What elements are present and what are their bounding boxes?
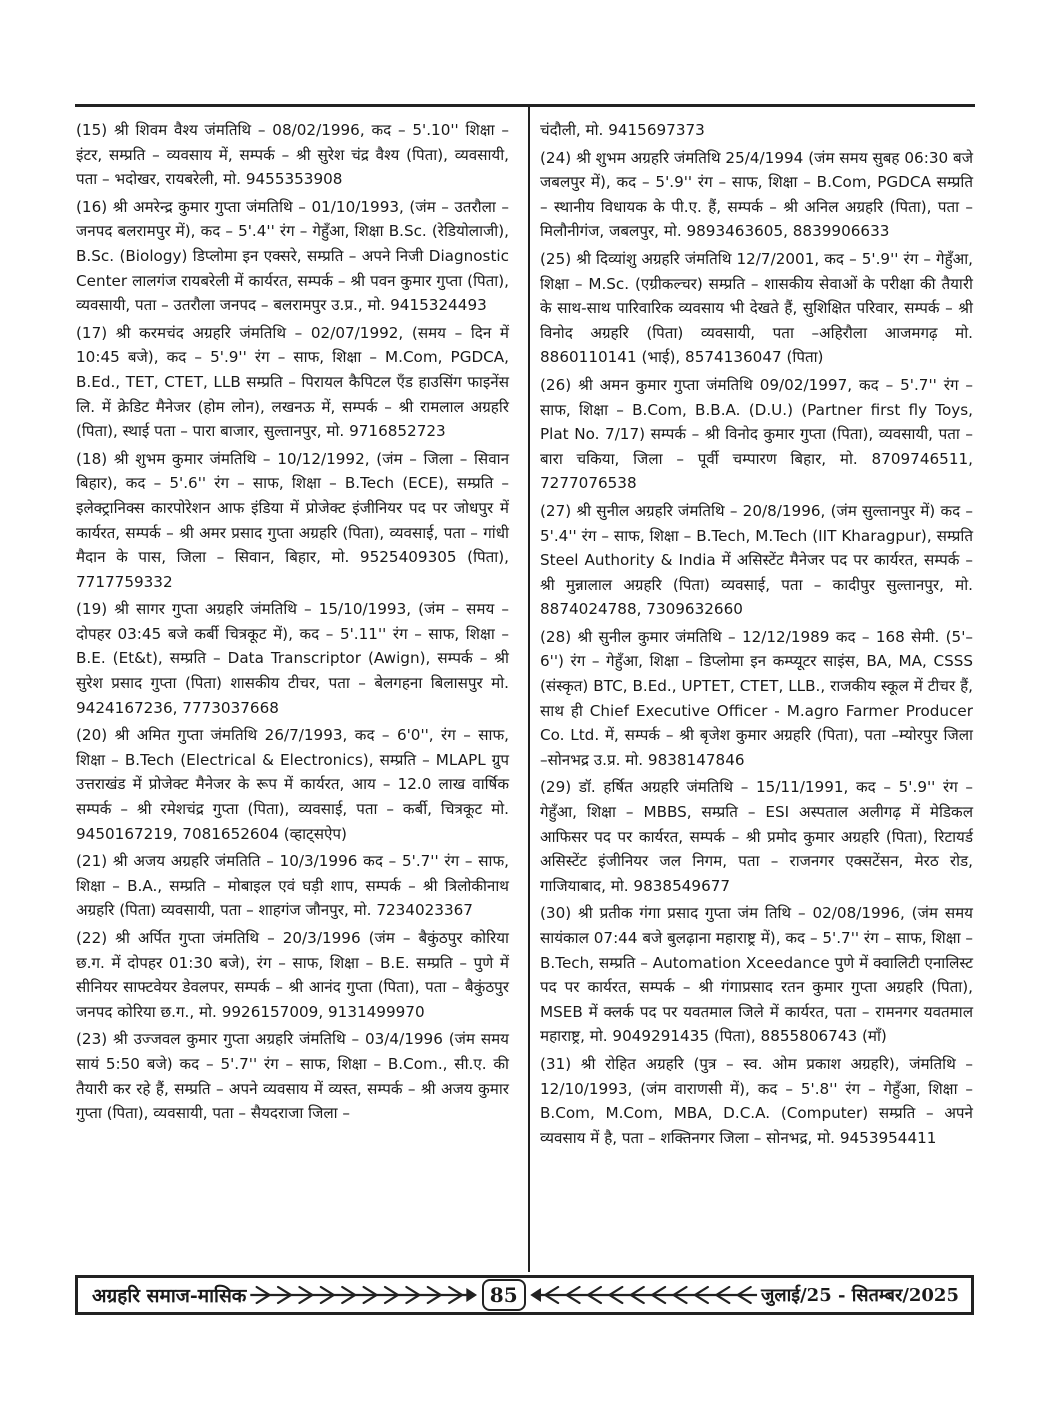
entry-23-continued: चंदौली, मो. 9415697373 <box>540 121 705 139</box>
entry-16: (16) श्री अमरेन्द्र कुमार गुप्ता जंमतिथि – 01/10/1993, (जंम – उतरौला – जनपद बलरामपुर में), कद – 5'.4'' रंग – गेहुँआ, शिक्षा B.Sc. (रेडियोलाजी), B.Sc. (Biology) डिप्लोमा इन एक्सरे, सम्प्रति – अपने निजी Diagnostic Center लालगंज रायबरेली में कार्यरत, सम्पर्क – श्री पवन कुमार गुप्ता (पिता), व्यवसायी, पता – उतरौला जनपद – बलरामपुर उ.प्र., मो. 9415324493 <box>76 197 509 315</box>
entry-27: (27) श्री सुनील अग्रहरि जंमतिथि – 20/8/1996, (जंम सुल्तानपुर में) कद – 5'.4'' रंग – साफ, शिक्षा – B.Tech, M.Tech (IIT Kharagpur), सम्प्रति Steel Authority & India में असिस्टेंट मैनेजर पद पर कार्यरत, सम्पर्क – श्री मुन्नालाल अग्रहरि (पिता) व्यवसाई, पता – कादीपुर सुल्तानपुर, मो. 8874024788, 7309632660 <box>540 501 973 619</box>
entry-25: (25) श्री दिव्यांशु अग्रहरि जंमतिथि 12/7/2001, कद – 5'.9'' रंग – गेहुँआ, शिक्षा – M.Sc. (एग्रीकल्चर) सम्प्रति – शासकीय सेवाओं के परीक्षा की तैयारी के साथ-साथ पारिवारिक व्यवसाय भी देखते हैं, सुशिक्षित परिवार, सम्पर्क – श्री विनोद अग्रहरि (पिता) व्यवसायी, पता –अहिरौला आजमगढ़ मो. 8860110141 (भाई), 8574136047 (पिता) <box>540 249 973 367</box>
issue-date: जुलाई/25 - सितम्बर/2025 <box>761 1285 959 1306</box>
magazine-name: अग्रहरि समाज-मासिक <box>92 1285 247 1307</box>
ornament-right-icon <box>526 1280 761 1310</box>
page-number: 85 <box>482 1279 526 1311</box>
entry-30: (30) श्री प्रतीक गंगा प्रसाद गुप्ता जंम तिथि – 02/08/1996, (जंम समय सायंकाल 07:44 बजे बुलढ़ाना महाराष्ट्र में), कद – 5'.7'' रंग – साफ, शिक्षा – B.Tech, सम्प्रति – Automation Xceedance पुणे में क्वालिटी एनालिस्ट पद पर कार्यरत, सम्पर्क – श्री गंगाप्रसाद रतन कुमार गुप्ता अग्रहरि (पिता), MSEB में क्लर्क पद पर यवतमाल जिले में कार्यरत, पता – रामनगर यवतमाल महाराष्ट्र, मो. 9049291435 (पिता), 8855806743 (माँ) <box>540 904 973 1046</box>
entry-17: (17) श्री करमचंद अग्रहरि जंमतिथि – 02/07/1992, (समय – दिन में 10:45 बजे), कद – 5'.9'' रंग – साफ, शिक्षा – M.Com, PGDCA, B.Ed., TET, CTET, LLB सम्प्रति – पिरायल कैपिटल ऍंड हाउसिंग फाइनेंस लि. में क्रेडिट मैनेजर (होम लोन), लखनऊ में, सम्पर्क – श्री रामलाल अग्रहरि (पिता), स्थाई पता – पारा बाजार, सुल्तानपुर, मो. 9716852723 <box>76 323 509 441</box>
entry-20: (20) श्री अमित गुप्ता जंमतिथि 26/7/1993, कद – 6'0'', रंग – साफ, शिक्षा – B.Tech (Electrical & Electronics), सम्प्रति – MLAPL ग्रुप उत्तराखंड में प्रोजेक्ट मैनेजर के रूप में कार्यरत, आय – 12.0 लाख वार्षिक सम्पर्क – श्री रमेशचंद्र गुप्ता (पिता), व्यवसाई, पता – कर्बी, चित्रकूट मो. 9450167219, 7081652604 (व्हाट्सऐप) <box>76 726 509 843</box>
page-footer <box>75 1275 974 1315</box>
entry-18: (18) श्री शुभम कुमार जंमतिथि – 10/12/1992, (जंम – जिला – सिवान बिहार), कद – 5'.6'' रंग – साफ, शिक्षा – B.Tech (ECE), सम्प्रति – इलेक्ट्रानिक्स कारपोरेशन आफ इंडिया में प्रोजेक्ट इंजीनियर पद पर जोधपुर में कार्यरत, सम्पर्क – श्री अमर प्रसाद गुप्ता अग्रहरि (पिता), व्यवसाई, पता – गांधी मैदान के पास, जिला – सिवान, बिहार, मो. 9525409305 (पिता), 7717759332 <box>76 449 509 591</box>
entry-31: (31) श्री रोहित अग्रहरि (पुत्र – स्व. ओम प्रकाश अग्रहरि), जंमतिथि – 12/10/1993, (जंम वाराणसी में), कद – 5'.8'' रंग – गेहुँआ, शिक्षा – B.Com, M.Com, MBA, D.C.A. (Computer) सम्प्रति – अपने व्यवसाय में है, पता – शक्तिनगर जिला – सोनभद्र, मो. 9453954411 <box>540 1054 973 1147</box>
column-divider <box>528 107 530 1272</box>
entry-24: (24) श्री शुभम अग्रहरि जंमतिथि 25/4/1994 (जंम समय सुबह 06:30 बजे जबलपुर में), कद – 5'.9'' रंग – साफ, शिक्षा – B.Com, PGDCA सम्प्रति – स्थानीय विधायक के पी.ए. हैं, सम्पर्क – श्री अनिल अग्रहरि (पिता), पता – मिलौनीगंज, जबलपुर, मो. 9893463605, 8839906633 <box>540 148 973 241</box>
entry-19: (19) श्री सागर गुप्ता अग्रहरि जंमतिथि – 15/10/1993, (जंम – समय – दोपहर 03:45 बजे कर्बी चित्रकूट में), कद – 5'.11'' रंग – साफ, शिक्षा – B.E. (Et&t), सम्प्रति – Data Transcriptor (Awign), सम्पर्क – श्री सुरेश प्रसाद गुप्ता (पिता) शासकीय टीचर, पता – बेलगहना बिलासपुर मो. 9424167236, 7773037668 <box>76 600 509 717</box>
left-column <box>76 118 509 1129</box>
entry-28: (28) श्री सुनील कुमार जंमतिथि – 12/12/1989 कद – 168 सेमी. (5'–6'') रंग – गेहुँआ, शिक्षा – डिप्लोमा इन कम्प्यूटर साइंस, BA, MA, CSSS (संस्कृत) BTC, B.Ed., UPTET, CTET, LLB., राजकीय स्कूल में टीचर हैं, साथ ही Chief Executive Officer - M.agro Farmer Producer Co. Ltd. में, सम्पर्क – श्री बृजेश कुमार अग्रहरि (पिता), पता –म्योरपुर जिला –सोनभद्र उ.प्र. मो. 9838147846 <box>540 627 973 769</box>
ornament-left-icon <box>246 1280 481 1310</box>
entry-23: (23) श्री उज्जवल कुमार गुप्ता अग्रहरि जंमतिथि – 03/4/1996 (जंम समय सायं 5:50 बजे) कद – 5'.7'' रंग – साफ, शिक्षा – B.Com., सी.ए. की तैयारी कर रहे हैं, सम्प्रति – अपने व्यवसाय में व्यस्त, सम्पर्क – श्री अजय कुमार गुप्ता (पिता), व्यवसायी, पता – सैयदराजा जिला – <box>76 1030 509 1123</box>
entry-15: (15) श्री शिवम वैश्य जंमतिथि – 08/02/1996, कद – 5'.10'' शिक्षा – इंटर, सम्प्रति – व्यवसाय में, सम्पर्क – श्री सुरेश चंद्र वैश्य (पिता), व्यवसायी, पता – भदोखर, रायबरेली, मो. 9455353908 <box>76 121 509 189</box>
entry-29: (29) डॉ. हर्षित अग्रहरि जंमतिथि – 15/11/1991, कद – 5'.9'' रंग – गेहुँआ, शिक्षा – MBBS, सम्प्रति – ESI अस्पताल अलीगढ़ में मेडिकल आफिसर पद पर कार्यरत, सम्पर्क – श्री प्रमोद कुमार अग्रहरि (पिता), रिटायर्ड असिस्टेंट इंजीनियर जल निगम, पता – राजनगर एक्सटेंसन, मेरठ रोड, गाजियाबाद, मो. 9838549677 <box>540 778 973 895</box>
entry-22: (22) श्री अर्पित गुप्ता जंमतिथि – 20/3/1996 (जंम – बैकुंठपुर कोरिया छ.ग. में दोपहर 01:30 बजे), रंग – साफ, शिक्षा – B.E. सम्प्रति – पुणे में सीनियर साफ्टवेयर डेवलपर, सम्पर्क – श्री आनंद गुप्ता (पिता), पता – बैकुंठपुर जनपद कोरिया छ.ग., मो. 9926157009, 9131499970 <box>76 929 509 1021</box>
entry-21: (21) श्री अजय अग्रहरि जंमतिति – 10/3/1996 कद – 5'.7'' रंग – साफ, शिक्षा – B.A., सम्प्रति – मोबाइल एवं घड़ी शाप, सम्पर्क – श्री त्रिलोकीनाथ अग्रहरि (पिता) व्यवसायी, पता – शाहगंज जौनपुर, मो. 7234023367 <box>76 852 509 920</box>
top-rule <box>75 104 975 107</box>
entry-26: (26) श्री अमन कुमार गुप्ता जंमतिथि 09/02/1997, कद – 5'.7'' रंग – साफ, शिक्षा – B.Com, B.B.A. (D.U.) (Partner first fly Toys, Plat No. 7/17) सम्पर्क – श्री विनोद कुमार गुप्ता (पिता), व्यवसायी, पता – बारा चकिया, जिला – पूर्वी चम्पारण बिहार, मो. 8709746511, 7277076538 <box>540 375 973 493</box>
right-column <box>540 118 973 1153</box>
